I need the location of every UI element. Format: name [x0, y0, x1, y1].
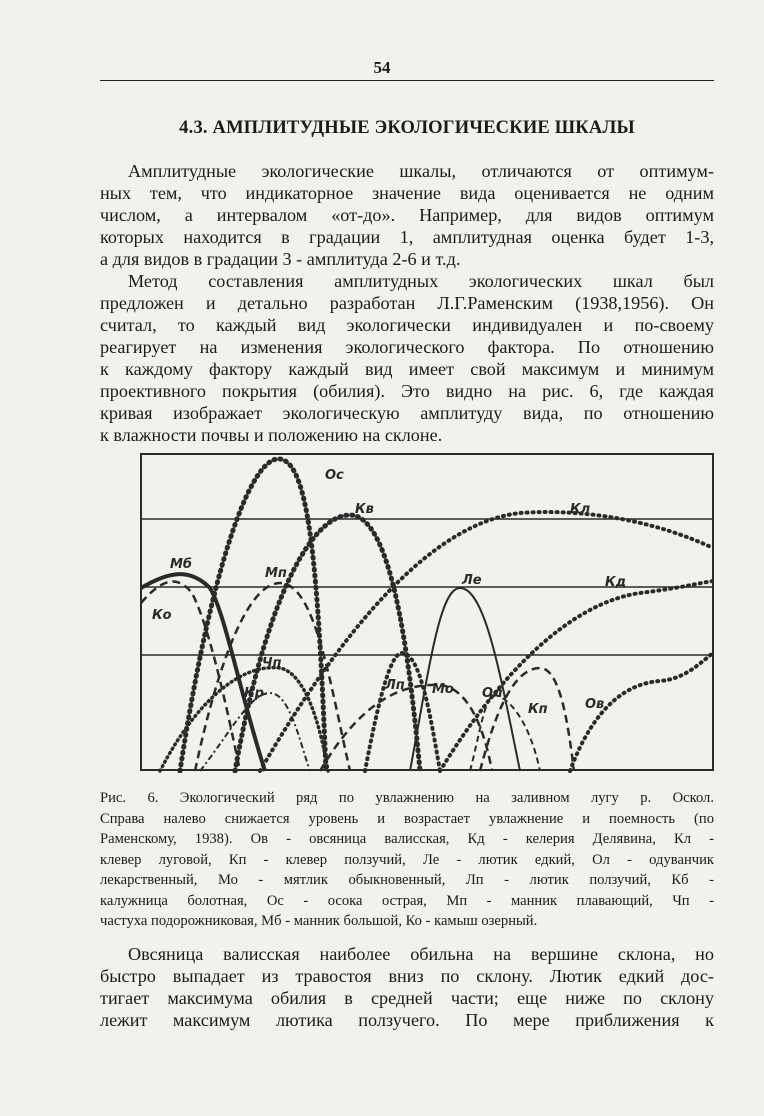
text-line: предложен и детально разработан Л.Г.Раменским (1938,1956). Он — [100, 293, 714, 313]
caption-line: частуха подорожниковая, Мб - манник большой, Ко - камыш озерный. — [100, 913, 538, 929]
label-kd: Кд — [605, 575, 627, 590]
text-line: проективного покрытия (обилия). Это видно на рис. 6, где каждая — [100, 381, 714, 401]
text-line: Амплитудные экологические шкалы, отличаются от оптимум- — [128, 161, 714, 181]
caption-line: Рис. 6. Экологический ряд по увлажнению на заливном лугу р. Оскол. — [100, 790, 714, 806]
text-line: к влажности почвы и положению на склоне. — [100, 425, 443, 445]
caption-line: калужница болотная, Ос - осока острая, Мп - манник плавающий, Чп - — [100, 892, 714, 909]
curve-mb — [141, 574, 265, 771]
label-kr: Кр — [244, 686, 264, 701]
label-ol: Ол — [482, 686, 503, 701]
figure-caption — [100, 788, 714, 932]
text-line: лежит максимум лютика ползучего. По мере приближения к — [100, 1010, 714, 1030]
caption-line: клевер луговой, Кп - клевер ползучий, Ле - лютик едкий, Ол - одуванчик — [100, 851, 714, 868]
label-chp: Чп — [262, 656, 282, 671]
paragraph-2 — [100, 270, 714, 446]
paragraph-1 — [100, 160, 714, 270]
curve-mo — [320, 685, 492, 771]
paragraph-3 — [100, 943, 714, 1031]
page-number: 54 — [373, 58, 391, 77]
section-heading: 4.3. АМПЛИТУДНЫЕ ЭКОЛОГИЧЕСКИЕ ШКАЛЫ — [179, 118, 635, 138]
ecological-amplitude-figure — [140, 453, 714, 773]
label-ov: Ов — [585, 697, 605, 712]
text-line: числом, а интервалом «от-до». Например, для видов оптимум — [100, 205, 714, 225]
caption-line: лекарственный, Мо - мятлик обыкновенный, Лп - лютик ползучий, Кб - — [100, 872, 714, 888]
curve-kp — [480, 668, 574, 771]
text-line: кривая изображает экологическую амплитуду вида, по отношению — [100, 403, 714, 423]
curve-le — [410, 588, 520, 771]
text-line: Овсяница валисская наиболее обильна на вершине склона, но — [128, 944, 714, 964]
label-ko: Ко — [152, 608, 172, 623]
label-mp: Мп — [265, 566, 287, 581]
label-kl: Кл — [570, 502, 591, 517]
label-kp: Кп — [528, 702, 548, 717]
text-line: Метод составления амплитудных экологических шкал был — [128, 271, 714, 291]
curve-ov — [570, 653, 713, 771]
text-line: реагирует на изменения экологического фактора. По отношению — [100, 337, 714, 357]
caption-line: Справа налево снижается уровень и возрастает увлажнение и поемность (по — [100, 810, 714, 827]
label-os: Ос — [325, 468, 344, 483]
text-line: ных тем, что индикаторное значение вида оценивается не одним — [100, 183, 714, 203]
text-line: быстро выпадает из травостоя вниз по склону. Лютик едкий дос- — [100, 966, 714, 986]
text-line: а для видов в градации 3 - амплитуда 2-6 и т.д. — [100, 249, 461, 269]
label-mo: Мо — [432, 682, 454, 697]
label-le: Ле — [462, 573, 482, 588]
header-rule — [100, 80, 714, 81]
figure-frame — [141, 454, 713, 770]
label-kv: Кв — [355, 502, 374, 517]
label-mb: Мб — [170, 557, 193, 572]
curve-kv — [235, 515, 420, 771]
text-line: к каждому фактору каждый вид имеет свой максимум и минимум — [100, 359, 714, 379]
caption-line: Раменскому, 1938). Ов - овсяница валисская, Кд - келерия Делявина, Кл - — [100, 831, 714, 847]
text-line: которых находится в градации 1, амплитудная оценка будет 1-3, — [100, 227, 714, 247]
label-lp: Лп — [385, 678, 405, 693]
text-line: считал, то каждый вид экологически индивидуален и по-своему — [100, 315, 714, 335]
curve-kl — [260, 512, 713, 771]
text-line: тигает максимума обилия в средней части; еще ниже по склону — [100, 988, 714, 1008]
